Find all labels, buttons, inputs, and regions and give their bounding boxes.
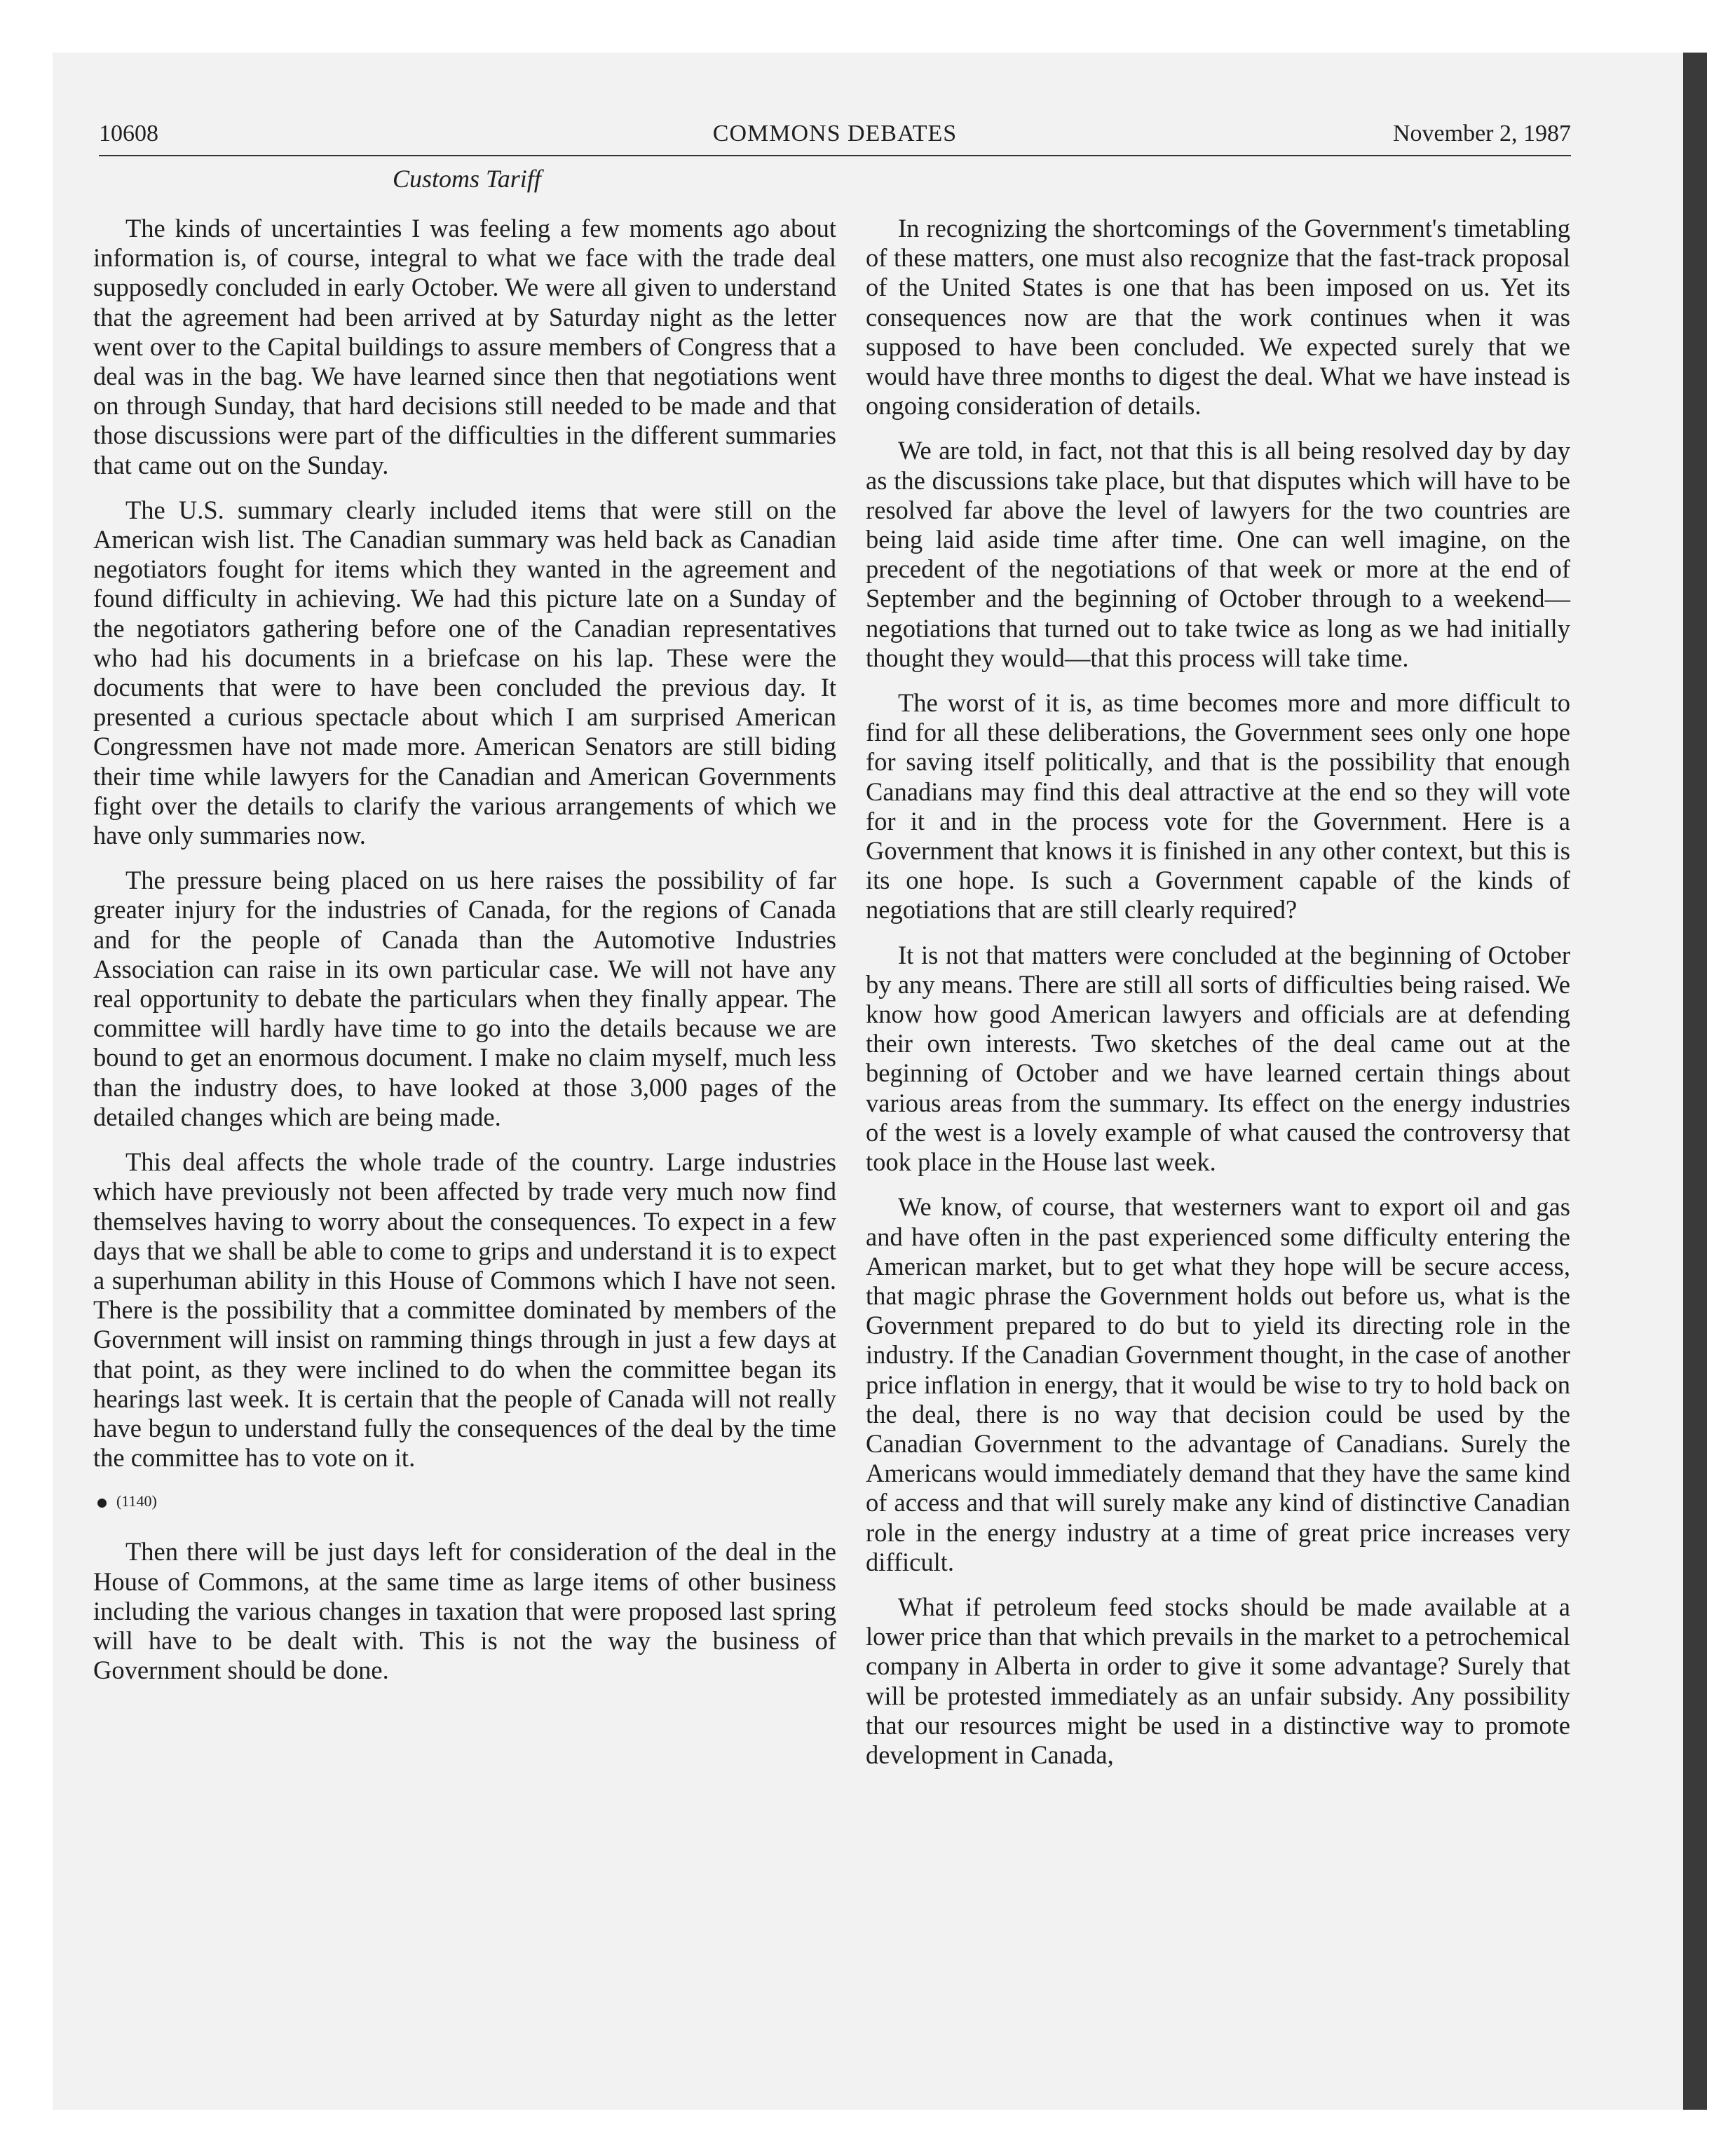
paragraph: We are told, in fact, not that this is all being resolved day by day as the discussions take place, but that disputes which will have to be resolved far above the level of lawyers for the two countries are being laid aside time after time. One can well imagine, on the precedent of the negotiations of that week or more at the end of September and the beginning of October through to a weekend—negotiations that turned out to take twice as long as we had initially thought they would—that this process will take time. [866,436,1570,672]
publication-title: COMMONS DEBATES [712,121,958,146]
paragraph: It is not that matters were concluded at the beginning of October by any means. There are still all sorts of difficulties being raised. We know how good American lawyers and officials are at defending their own interests. Two sketches of the deal came out at the beginning of October and we have learned certain things about various areas from the summary. Its effect on the energy industries of the west is a lovely example of what caused the controversy that took place in the House last week. [866,940,1570,1177]
paragraph: In recognizing the shortcomings of the Government's timetabling of these matters, one must also recognize that the fast-track proposal of the United States is one that has been imposed on us. Yet its consequences now are that the work continues when it was supposed to have been concluded. We expected surely that we would have three months to digest the deal. What we have instead is ongoing consideration of details. [866,214,1570,421]
page-header [99,121,1571,163]
paragraph: What if petroleum feed stocks should be made available at a lower price than that which prevails in the market to a petrochemical company in Alberta in order to give it some advantage? Surely that will be protested immediately as an unfair subsidy. Any possibility that our resources might be used in a distinctive way to promote development in Canada, [866,1592,1570,1769]
time-marker [93,1491,836,1512]
scan-edge-shadow [1683,53,1707,2110]
paragraph: This deal affects the whole trade of the country. Large industries which have previously not been affected by trade very much now find themselves having to worry about the consequences. To expect in a few days that we shall be able to come to grips and understand it is to expect a superhuman ability in this House of Commons which I have not seen. There is the possibility that a committee dominated by members of the Government will insist on ramming things through in just a few days at that point, as they were inclined to do when the committee began its hearings last week. It is certain that the people of Canada will not really have begun to understand fully the consequences of the deal by the time the committee has to vote on it. [93,1147,836,1473]
paragraph: The U.S. summary clearly included items that were still on the American wish list. The Canadian summary was held back as Canadian negotiators fought for items which they wanted in the agreement and found difficulty in achieving. We had this picture late on a Sunday of the negotiators gathering before one of the Canadian representatives who had his documents in a briefcase on his lap. These were the documents that were to have been concluded the previous day. It presented a curious spectacle about which I am surprised American Congressmen have not made more. American Senators are still biding their time while lawyers for the Canadian and American Governments fight over the details to clarify the various arrangements of which we have only summaries now. [93,495,836,850]
bullet-icon [97,1499,107,1508]
time-marker-text: (1140) [116,1492,157,1510]
paragraph: We know, of course, that westerners want to export oil and gas and have often in the past experienced some difficulty entering the American market, but to get what they hope will be secure access, that magic phrase the Government holds out before us, what is the Government prepared to do but to yield its directing role in the industry. If the Canadian Government thought, in the case of another price inflation in energy, that it would be wise to try to hold back on the deal, there is no way that decision could be used by the Canadian Government to the advantage of Canadians. Surely the Americans would immediately demand that they have the same kind of access and that will surely make any kind of distinctive Canadian role in the energy industry at a time of great price increases very difficult. [866,1192,1570,1576]
left-column [93,214,836,1700]
paragraph: The worst of it is, as time becomes more and more difficult to find for all these deliberations, the Government sees only one hope for saving itself politically, and that is the possibility that enough Canadians may find this deal attractive at the end so they will vote for it and in the process vote for the Government. Here is a Government that knows it is finished in any other context, but this is its one hope. Is such a Government capable of the kinds of negotiations that are still clearly required? [866,688,1570,925]
running-subject: Customs Tariff [393,165,541,193]
right-column [866,214,1570,1785]
paragraph: The kinds of uncertainties I was feeling a few moments ago about information is, of course, integral to what we face with the trade deal supposedly concluded in early October. We were all given to understand that the agreement had been arrived at by Saturday night as the letter went over to the Capital buildings to assure members of Congress that a deal was in the bag. We have learned since then that negotiations went on through Sunday, that hard decisions still needed to be made and that those discussions were part of the difficulties in the different summaries that came out on the Sunday. [93,214,836,479]
paragraph: Then there will be just days left for consideration of the deal in the House of Commons, at the same time as large items of other business including the various changes in taxation that were proposed last spring will have to be dealt with. This is not the way the business of Government should be done. [93,1537,836,1685]
page-number: 10608 [99,121,158,146]
header-rule [99,155,1571,156]
publication-date: November 2, 1987 [1392,121,1571,146]
paragraph: The pressure being placed on us here raises the possibility of far greater injury for the industries of Canada, for the regions of Canada and for the people of Canada than the Automotive Industries Association can raise in its own particular case. We will not have any real opportunity to debate the particulars when they finally appear. The committee will hardly have time to go into the details because we are bound to get an enormous document. I make no claim myself, much less than the industry does, to have looked at those 3,000 pages of the detailed changes which are being made. [93,866,836,1131]
